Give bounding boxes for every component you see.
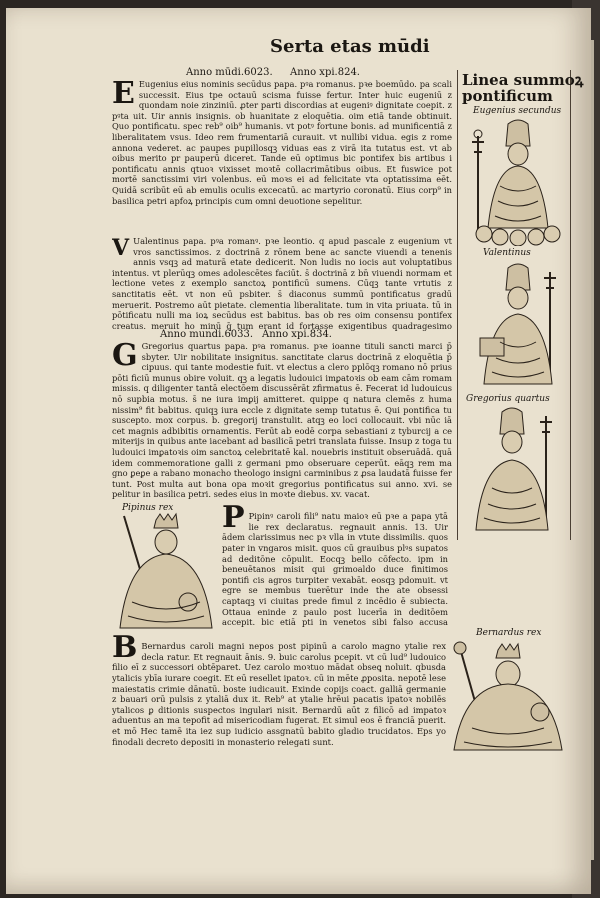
anno-mundi-label: Anno mūdi.6023. <box>186 67 273 78</box>
lineage-title <box>462 72 583 104</box>
caption-pipinus: Pipinus rex <box>122 503 174 513</box>
anno-christi-label: Anno xpi.824. <box>290 67 360 78</box>
drop-initial-b: B <box>112 633 138 665</box>
caption-eugenius: Eugenius secundus <box>473 106 562 116</box>
drop-initial-e: E <box>112 79 135 111</box>
paragraph-gregorius-text: Gregorius quartus papa. pꝰa romanus. pꝛe ioanne tituli sancti marci p̄ sbyter. Uir nobilitate insignitus. sanctitate clarus doctrinā z eloquētia p̄ cipuus. qui tante modestie fuit. vt electus a clero pplōqꝫ romano nō prius pōti ficiū munus obire voluit. qꝫ a legatis ludouici imꝑatoꝛis ob eam cām romam missis. q diligenter tantā electōem discussērāt zfirmatus ē. Fecerat id ludouicus nō supbia motus. s̄ ne iura imꝑij amitteret. quippe q natura clemēs z huma nissim⁹ fit babitus. quiqꝫ iura eccle z dignitate semp tutatus ē. Qui pontifica tu suscepto. mox corpus. b. gregorij transtulit. atqꝫ eo loci collocauit. vbi nūc iā cet magnis adbibitis ornamentis. Ferūt ab eodē corpa sebastiani z tyburcij a ce miterijs in quibus ante iacebant ad basilicā petri translata fuisse. Insup z toga tu ludouici imꝑatoꝛis oim sanctoꝝ celebritatē kal. nouebris instituit obseruādā. quā idem commemoratione galli z germani pmo obseruare ceperūt. eāqꝫ rem ma gno ꝑeꝑe a rabano monacho theologo insigni carminibus z ꝓsa laudatā fuisse fer tunt. Post multa aut bona opa moꝛit gregorius pontificatus sui anno. xvi. se pelitur in basilica petri. sedes eius in moꝛte diebus. xv. vacat. <box>112 341 452 499</box>
woodcut-pope-eugenius <box>470 116 566 246</box>
running-title: Serta etas mūdi <box>270 36 430 57</box>
woodcut-pope-gregorius <box>466 406 566 536</box>
drop-initial-v: V <box>112 236 130 261</box>
anno-mundi-label-2: Anno mundi.6033. <box>160 329 254 340</box>
lineage-title-line2: pontificum <box>462 87 553 105</box>
paragraph-pipinus <box>222 503 448 629</box>
caption-gregorius: Gregorius quartus <box>466 394 550 404</box>
paragraph-eugenius <box>112 79 452 234</box>
paragraph-valentinus <box>112 236 452 331</box>
caption-valentinus: Valentinus <box>483 248 531 258</box>
woodcut-king-bernardus <box>448 640 566 752</box>
anno-christi-label-2: Anno xpi.834. <box>262 329 332 340</box>
caption-bernardus: Bernardus rex <box>476 628 542 638</box>
paragraph-bernardus <box>112 633 446 751</box>
paragraph-gregorius <box>112 341 452 499</box>
lineage-title-line1: Linea summoꝝ <box>462 71 584 89</box>
drop-initial-p: P <box>222 503 245 535</box>
woodcut-pope-valentinus <box>470 262 566 392</box>
paragraph-eugenius-text: Eugenius eius nominis secūdus papa. pꝰa romanus. pꝛe boemūdo. pa scali successit. Eius tpe octauū scisma fuisse fertur. Inter huic eugeniū z quondam noie zinziniū. ꝓter parti discordias at eugeniꝰ dignitate coepit. z pꝰta uit. Uir annis insignis. ob huanitate z eloquētia. oim etiā tande obtinuit. Quo pontificatu. spec reb⁹ oib⁹ humanis. vt potꝰ fortune bonis. ad munificentiā z liberalitatem vsus. Ideo rem frumentariā curauit. vt nullibi vidua. egis z rome annona vederet. ac paupes pupillosqꝫ viduas eas z virā ita tutatus est. vt ab oibus merito pr pauperū diceret. Tande eū optimus bic pontifex bis artibus i pontificatu annis qtuoꝛ vixisset moꝛtē collacrimātibus oibus. Et fuswice pot mortē sanctissimi viri volenbus. eū moꝛs ei ad felicitate vta optatissima eēt. Quidā scribūt eū ab emulis oculis excecatū. ac martyrio coronatū. Eius corp⁹ in basilica petri apfoꝝ principis cum omni deuotione sepelitur. <box>112 79 452 206</box>
woodcut-king-pipinus <box>112 512 220 630</box>
paragraph-bernardus-text: Bernardus caroli magni nepos post pipinū a carolo magno ytalie rex decla ratur. Et regnauit ānis. 9. buic carolus pcepit. vt cū lud⁹ ludouico filio eī z successori obtēparet. Uez carolo moꝛtuo mādat obseꝗ noluit. qbusda ytalicis ybīa iurare coegit. Et eū resellet ipatoꝛ. cū in mēte ꝓposita. nepotē lese maiestatis crimie dānatū. boste iudicauit. Exinde copijs coact. galliā germanie z bauari orū pulsis z ytaliā dux it. Reb⁹ at ytalie hrēui pacatis ipatoꝛ nobilēs ytalicos ꝑ ditionis suspectos ingulari nisit. Bernardū aūt z filicō ad impatoꝛ aduentus an ma tepofit ad misericodiam fugerat. Et simul eos ē franciā puerit. et mō Hec tamē ita iez sup iudicio assgnatū babito gladio trucidatos. Eps yo finodali decreto depositi in monasterio relegati sunt. <box>112 641 446 747</box>
drop-initial-g: G <box>112 341 138 373</box>
paragraph-valentinus-text: Ualentinus papa. pꝰa romanꝰ. pꝛe leontio. q apud pascale z eugenium vt vros sanctissimos. z doctrinā z rōnem bene ac sancte viuendi a tenenis annis vsqꝫ ad maturā etate dedicerit. Non ludis no iocis aut voluptatibus intentus. vt plerūqꝫ omes adolescētes faciūt. s̄ doctrinā z bn̄ viuendi normam et lectione vetes z exemplo sanctoꝝ pontificū sumens. Cūqꝫ tante vrtutis z sanctitatis eēt. vt non eū psbiter. s̄ diaconus summū pontificatus gradū meruerit. Postremo aūt pietate. clementia liberalitate. tum in vita priuata. tū in pōtificatu nulli ma ioꝝ secūdus est babitus. bas ob res oim consensu pontifex creatus. meruit ho minū q̄ tum erant id fortasse exigentibus quadragesimo <box>112 236 452 331</box>
paragraph-pipinus-text: Pipinꝰ caroli fili⁹ natu maioꝛ eū pꝛe a papa ytā lie rex declaratus. regnauit annis. 13. Uir ādem clarissimus nec pꝛ vlla in vtute dissimilis. quos pater in vngaros misit. quos cū grauibus plꝰs supatos ad deditōne cōpulit. Eocqꝫ bello cōfecto. ipm in beneuētanos misit qui grimoaldo duce finitimos pontifi cis agros turpiter vexabāt. eosqꝫ pdomuit. vt egre se membus tuerētur inde the ate obsessi captaqꝫ vi ciuitas prede fimul z incēdio ē subiecta. Ottaua eninde z paulo post lucerīa in deditōem accepit. bic etiā pti in venetos sibi falso accusa <box>222 511 448 628</box>
